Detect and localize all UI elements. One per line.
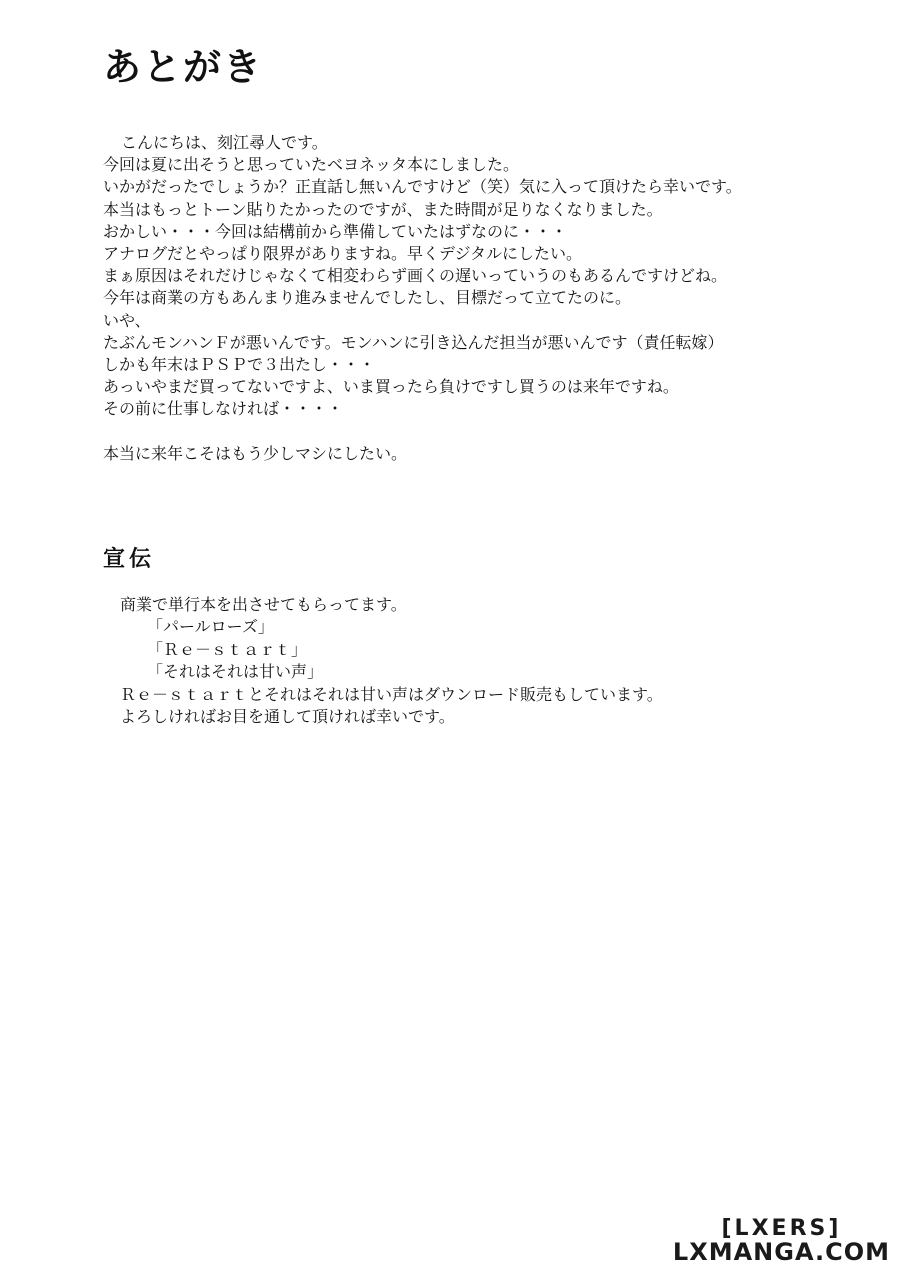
book-title: 「パールローズ」	[147, 617, 274, 637]
afterword-line: 本当はもっとトーン貼りたかったのですが、また時間が足りなくなりました。	[103, 199, 663, 219]
afterword-line: おかしい・・・今回は結構前から準備していたはずなのに・・・	[103, 221, 568, 241]
afterword-line: 今年は商業の方もあんまり進みませんでしたし、目標だって立てたのに。	[103, 288, 632, 308]
watermark-tag: [LXERS]	[721, 1215, 842, 1241]
afterword-line: しかも年末はＰＳＰで３出たし・・・	[103, 354, 376, 374]
afterword-line: いや、	[103, 310, 151, 330]
afterword-line: その前に仕事しなければ・・・・	[103, 399, 344, 419]
watermark-site: LXMANGA.COM	[672, 1237, 890, 1266]
afterword-line: まぁ原因はそれだけじゃなくて相変わらず画くの遅いっていうのもあるんですけどね。	[103, 266, 728, 286]
afterword-body	[103, 132, 873, 465]
afterword-line: こんにちは、刻江尋人です。	[121, 133, 328, 152]
afterword-line: 本当に来年こそはもう少しマシにしたい。	[103, 443, 408, 463]
promo-line: 商業で単行本を出させてもらってます。	[120, 595, 407, 614]
watermark	[673, 1217, 890, 1265]
book-title: 「それはそれは甘い声」	[147, 662, 324, 682]
promo-heading: 宣伝	[103, 547, 156, 572]
afterword-line: たぶんモンハンＦが悪いんです。モンハンに引き込んだ担当が悪いんです（責任転嫁）	[103, 332, 724, 352]
book-title: 「Ｒｅ－ｓｔａｒｔ」	[147, 639, 308, 659]
promo-line: よろしければお目を通して頂ければ幸いです。	[120, 706, 455, 726]
afterword-line: あっいやまだ買ってないですよ、いま買ったら負けですし買うのは来年ですね。	[103, 377, 679, 397]
page-title: あとがき	[103, 45, 264, 89]
afterword-line: アナログだとやっぱり限界がありますね。早くデジタルにしたい。	[103, 243, 583, 263]
promo-body	[120, 594, 663, 728]
afterword-line: いかがだったでしょうか？正直話し無いんですけど（笑）気に入って頂けたら幸いです。	[103, 177, 742, 197]
promo-line: Ｒｅ－ｓｔａｒｔとそれはそれは甘い声はダウンロード販売もしています。	[120, 684, 663, 704]
afterword-line: 今回は夏に出そうと思っていたベヨネッタ本にしました。	[103, 155, 520, 175]
blank-line	[103, 420, 873, 442]
